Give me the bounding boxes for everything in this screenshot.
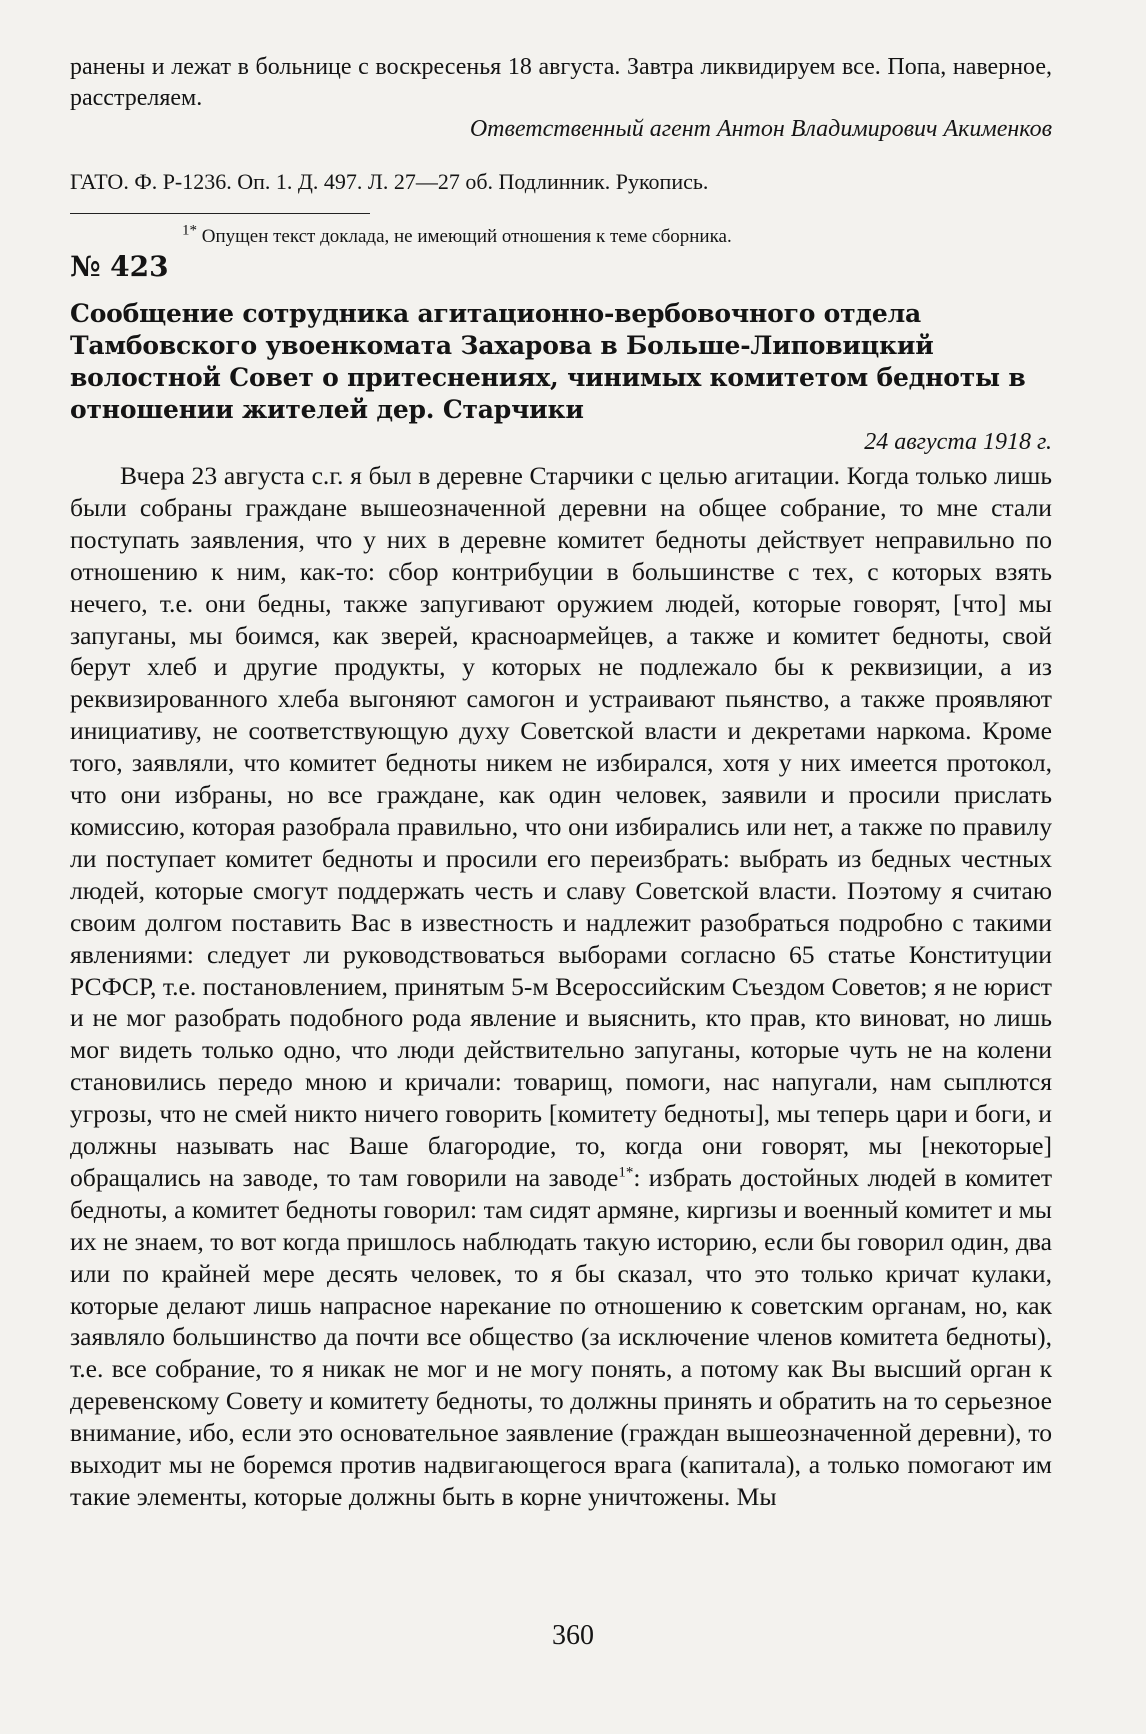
document-body (70, 460, 1052, 1513)
footnote-marker: 1* (182, 222, 197, 239)
body-footnote-ref: 1* (618, 1164, 634, 1181)
footnote-divider (70, 213, 370, 214)
document-title: Сообщение сотрудника агитационно-вербовочного отдела Тамбовского увоенкомата Захарова в Больше-Липовицкий волостной Совет о притеснениях, чинимых комитетом бедноты в отношении жителей дер. Старчики (70, 299, 1026, 424)
previous-document-ending: ранены и лежат в больнице с воскресенья 18 августа. Завтра ликвидируем все. Попа, наверное, расстреляем. (70, 54, 1052, 111)
page-content (70, 52, 1052, 1513)
body-text-part-2: : избрать достойных людей в комитет бедноты, а комитет бедноты говорил: там сидят армяне, киргизы и военный комитет и мы их не знаем, то вот когда пришлось наблюдать такую историю, если бы говорил один, два или по крайней мере десять человек, то я бы сказал, что это только кричат кулаки, которые делают лишь напрасное нарекание по отношению к советским органам, но, как заявляло большинство да почти все общество (за исключение членов комитета бедноты), т.е. все собрание, то я никак не мог и не могу понять, а потому как Вы высший орган к деревенскому Совету и комитету бедноты, то должны принять и обратить на то серьезное внимание, ибо, если это основательное заявление (граждан вышеозначенной деревни), то выходит мы не боремся против надвигающегося врага (капитала), а только помогают им такие элементы, которые должны быть в корне уничтожены. Мы (70, 1162, 1053, 1511)
archive-reference: ГАТО. Ф. Р-1236. Оп. 1. Д. 497. Л. 27—27 об. Подлинник. Рукопись. (70, 169, 709, 194)
footnote-text: Опущен текст доклада, не имеющий отношения к теме сборника. (201, 226, 732, 247)
page-number: 360 (552, 1620, 594, 1651)
agent-signature: Ответственный агент Антон Владимирович Акименков (469, 116, 1052, 142)
document-number: № 423 (70, 250, 169, 283)
document-date: 24 августа 1918 г. (864, 429, 1052, 455)
body-text-part-1: Вчера 23 августа с.г. я был в деревне Старчики с целью агитации. Когда только лишь были собраны граждане вышеозначенной деревни на общее собрание, то мне стали поступать заявления, что у них в деревне комитет бедноты действует неправильно по отношению к ним, как-то: сбор контрибуции в большинстве с тех, с которых взять нечего, т.е. они бедны, также запугивают оружием людей, которые говорят, [что] мы запуганы, мы боимся, как зверей, красноармейцев, а также и комитет бедноты, свой берут хлеб и другие продукты, у которых не подлежало бы к реквизиции, а из реквизированного хлеба выгоняют самогон и устраивают пьянство, а также проявляют инициативу, не соответствующую духу Советской власти и декретами наркома. Кроме того, заявляли, что комитет бедноты никем не избирался, хотя у них имеется протокол, что они избраны, но все граждане, как один человек, заявили и просили прислать комиссию, которая разобрала правильно, что они избирались или нет, а также по правилу ли поступает комитет бедноты и просили его переизбрать: выбрать из бедных честных людей, которые смогут поддержать честь и славу Советской власти. Поэтому я считаю своим долгом поставить Вас в известность и надлежит разобраться подробно с такими явлениями: следует ли руководствоваться выборами согласно 65 статье Конституции РСФСР, т.е. постановлением, принятым 5-м Всероссийским Съездом Советов; я не юрист и не мог разобрать подобного рода явление и выяснить, кто прав, кто виноват, но лишь мог видеть только одно, что люди действительно запуганы, которые чуть не на колени становились передо мною и кричали: товарищ, помоги, нас напугали, нам сыплются угрозы, что не смей никто ничего говорить [комитету бедноты], мы теперь цари и боги, и должны называть нас Ваше благородие, то, когда они говорят, мы [некоторые] обращались на заводе, то там говорили на заводе (70, 461, 1052, 1192)
footnote (70, 224, 1052, 250)
